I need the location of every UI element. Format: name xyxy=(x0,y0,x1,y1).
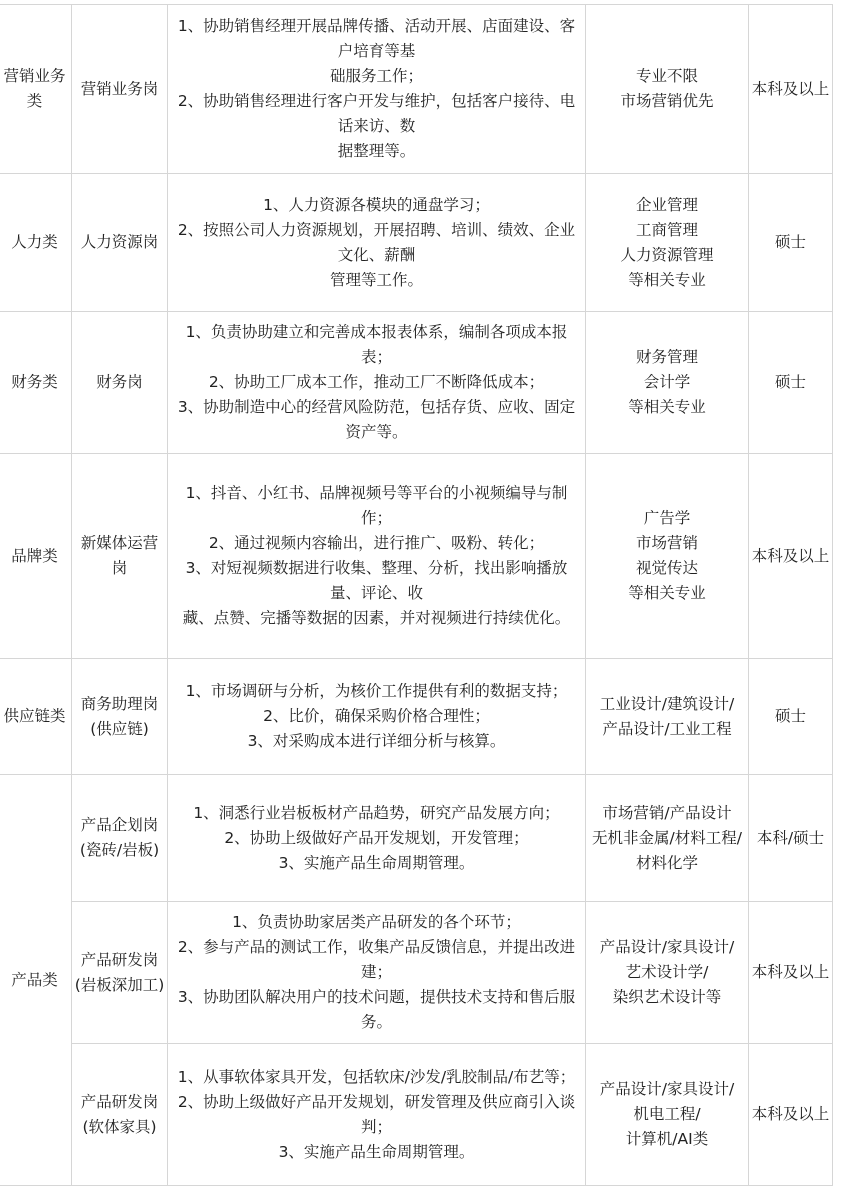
majors-cell xyxy=(586,902,749,1044)
major-line: 市场营销优先 xyxy=(620,92,714,110)
majors-cell xyxy=(586,174,749,312)
major-line: 产品设计/工业工程 xyxy=(602,719,732,738)
position-line: (软体家具) xyxy=(82,1117,157,1136)
major-line: 染织艺术设计等 xyxy=(612,988,722,1006)
recruitment-table xyxy=(0,4,833,1186)
position-line: 新媒体运营岗 xyxy=(80,534,159,577)
position-line: (瓷砖/岩板) xyxy=(79,841,160,859)
table-row xyxy=(0,1044,833,1186)
duty-line: 2、通过视频内容输出，进行推广、吸粉、转化； xyxy=(208,534,545,552)
majors-cell xyxy=(586,1044,749,1186)
position-line: 产品企划岗 xyxy=(80,816,159,834)
major-line: 机电工程/ xyxy=(633,1105,701,1123)
duty-line: 3、协助制造中心的经营风险防范，包括存货、应收、固定资产等。 xyxy=(177,398,576,441)
major-line: 会计学 xyxy=(643,373,691,391)
table-row xyxy=(0,174,833,312)
duty-line: 管理等工作。 xyxy=(329,270,423,289)
duty-line: 2、协助上级做好产品开发规划，研发管理及供应商引入谈判； xyxy=(177,1092,576,1136)
major-line: 市场营销 xyxy=(635,534,698,552)
education-cell: 硕士 xyxy=(749,174,833,312)
category-cell: 人力类 xyxy=(0,174,72,312)
duty-line: 据整理等。 xyxy=(337,142,416,160)
category-cell: 供应链类 xyxy=(0,659,72,775)
position-cell xyxy=(72,659,168,775)
duty-line: 1、抖音、小红书、品牌视频号等平台的小视频编导与制作； xyxy=(185,484,568,527)
position-cell xyxy=(72,775,168,902)
position-line: 产品研发岗 xyxy=(80,950,159,969)
major-line: 广告学 xyxy=(643,509,691,527)
duty-line: 础服务工作； xyxy=(329,67,423,85)
majors-cell xyxy=(586,775,749,902)
major-line: 市场营销/产品设计 xyxy=(602,803,732,822)
position-line: (岩板深加工) xyxy=(74,975,165,994)
education-cell: 本科及以上 xyxy=(749,902,833,1044)
position-cell xyxy=(72,1044,168,1186)
table-row xyxy=(0,5,833,174)
duty-line: 1、从事软体家具开发，包括软床/沙发/乳胶制品/布艺等； xyxy=(177,1067,576,1086)
duties-cell xyxy=(168,659,586,775)
duty-line: 3、实施产品生命周期管理。 xyxy=(278,853,475,872)
duty-line: 3、对采购成本进行详细分析与核算。 xyxy=(247,732,506,750)
major-line: 艺术设计学/ xyxy=(625,963,709,981)
duty-line: 2、按照公司人力资源规划，开展招聘、培训、绩效、企业文化、薪酬 xyxy=(177,220,576,264)
majors-cell xyxy=(586,454,749,659)
education-cell: 本科及以上 xyxy=(749,1044,833,1186)
duties-cell xyxy=(168,1044,586,1186)
table-row xyxy=(0,312,833,454)
major-line: 企业管理 xyxy=(635,195,698,214)
education-cell: 硕士 xyxy=(749,312,833,454)
major-line: 视觉传达 xyxy=(635,559,698,577)
position-line: (供应链) xyxy=(90,719,149,738)
major-line: 工商管理 xyxy=(635,220,698,239)
education-cell: 硕士 xyxy=(749,659,833,775)
duty-line: 3、协助团队解决用户的技术问题，提供技术支持和售后服务。 xyxy=(177,988,576,1031)
category-cell: 财务类 xyxy=(0,312,72,454)
position-line: 产品研发岗 xyxy=(80,1092,159,1111)
duty-line: 3、实施产品生命周期管理。 xyxy=(278,1142,475,1161)
education-cell: 本科及以上 xyxy=(749,454,833,659)
duty-line: 1、负责协助建立和完善成本报表体系，编制各项成本报表； xyxy=(185,323,568,366)
education-cell: 本科/硕士 xyxy=(749,775,833,902)
duty-line: 藏、点赞、完播等数据的因素，并对视频进行持续优化。 xyxy=(182,609,571,627)
position-line: 人力资源岗 xyxy=(80,233,159,251)
duty-line: 2、参与产品的测试工作，收集产品反馈信息，并提出改进建； xyxy=(177,938,576,981)
duty-line: 1、负责协助家居类产品研发的各个环节； xyxy=(232,913,521,931)
major-line: 等相关专业 xyxy=(628,398,706,416)
duty-line: 1、协助销售经理开展品牌传播、活动开展、店面建设、客户培育等基 xyxy=(177,17,576,60)
category-cell: 营销业务类 xyxy=(0,5,72,174)
position-cell xyxy=(72,174,168,312)
position-line: 营销业务岗 xyxy=(80,79,159,98)
major-line: 计算机/AI类 xyxy=(625,1130,709,1148)
position-line: 商务助理岗 xyxy=(80,694,159,713)
table-row xyxy=(0,775,833,902)
table-row xyxy=(0,902,833,1044)
table-row xyxy=(0,659,833,775)
table-row xyxy=(0,454,833,659)
duties-cell xyxy=(168,312,586,454)
duty-line: 1、洞悉行业岩板板材产品趋势，研究产品发展方向； xyxy=(193,803,560,822)
major-line: 产品设计/家具设计/ xyxy=(599,1080,735,1098)
category-cell: 产品类 xyxy=(0,775,72,1186)
major-line: 材料化学 xyxy=(635,853,698,872)
duty-line: 2、协助工厂成本工作，推动工厂不断降低成本； xyxy=(208,373,545,391)
duties-cell xyxy=(168,902,586,1044)
major-line: 人力资源管理 xyxy=(620,245,714,264)
position-cell xyxy=(72,5,168,174)
major-line: 专业不限 xyxy=(635,67,698,85)
category-cell: 品牌类 xyxy=(0,454,72,659)
duties-cell xyxy=(168,5,586,174)
position-cell xyxy=(72,902,168,1044)
duty-line: 2、比价，确保采购价格合理性； xyxy=(263,707,490,725)
major-line: 工业设计/建筑设计/ xyxy=(599,694,735,713)
position-line: 财务岗 xyxy=(96,373,143,391)
duty-line: 2、协助上级做好产品开发规划，开发管理； xyxy=(224,828,529,847)
majors-cell xyxy=(586,659,749,775)
position-cell xyxy=(72,454,168,659)
major-line: 等相关专业 xyxy=(628,270,706,289)
duty-line: 1、人力资源各模块的通盘学习； xyxy=(263,195,490,214)
majors-cell xyxy=(586,5,749,174)
position-cell xyxy=(72,312,168,454)
duty-line: 2、协助销售经理进行客户开发与维护，包括客户接待、电话来访、数 xyxy=(177,92,576,135)
major-line: 无机非金属/材料工程/ xyxy=(592,828,742,847)
major-line: 产品设计/家具设计/ xyxy=(599,938,735,956)
majors-cell xyxy=(586,312,749,454)
education-cell: 本科及以上 xyxy=(749,5,833,174)
duties-cell xyxy=(168,454,586,659)
duty-line: 3、对短视频数据进行收集、整理、分析，找出影响播放量、评论、收 xyxy=(185,559,568,602)
major-line: 等相关专业 xyxy=(628,584,706,602)
duties-cell xyxy=(168,174,586,312)
duties-cell xyxy=(168,775,586,902)
major-line: 财务管理 xyxy=(635,348,698,366)
duty-line: 1、市场调研与分析，为核价工作提供有利的数据支持； xyxy=(185,682,568,700)
